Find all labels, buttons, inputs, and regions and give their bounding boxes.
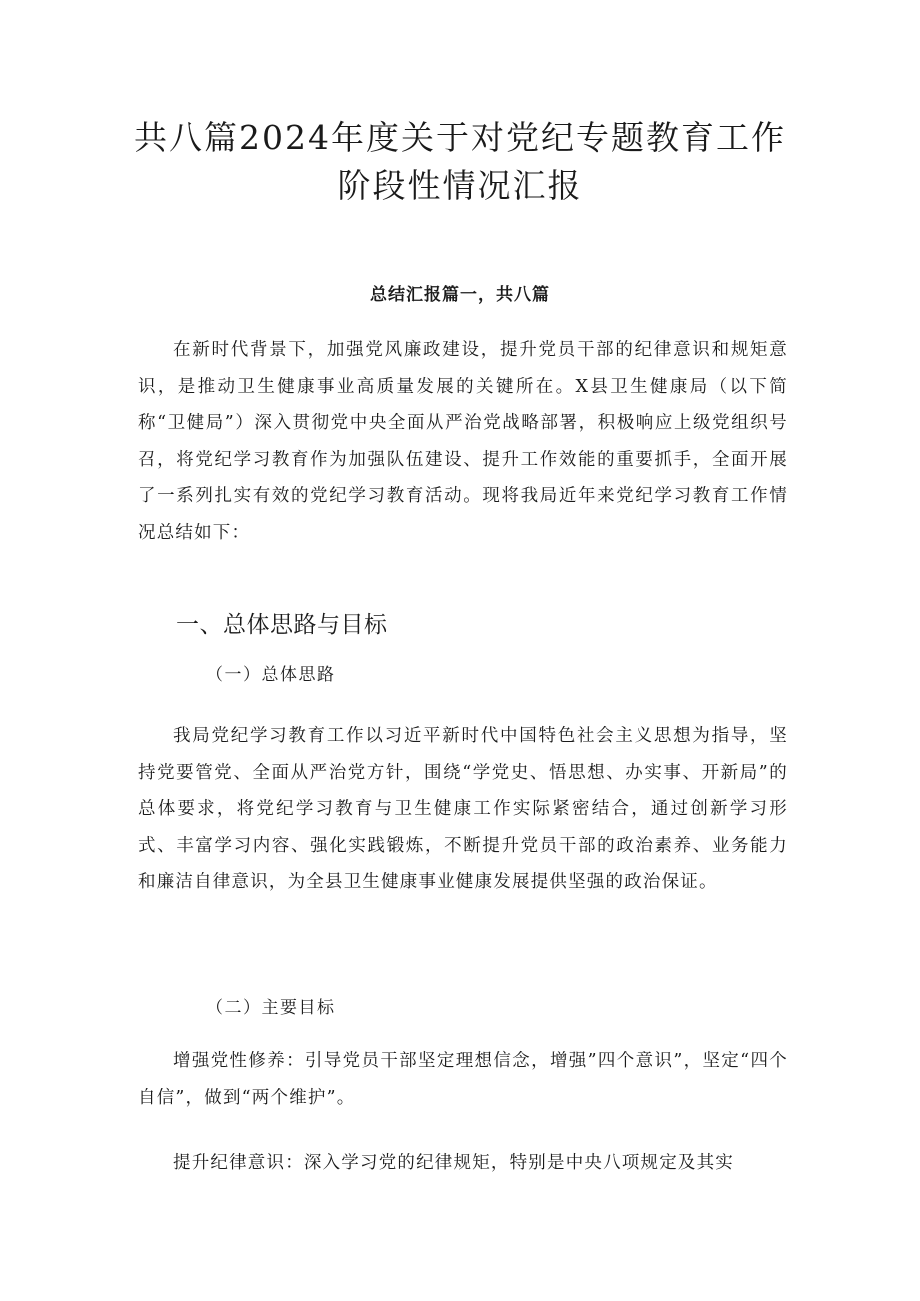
section-heading-overall-approach: 一、总体思路与目标 [176, 612, 388, 638]
document-subtitle: 总结汇报篇一，共八篇 [370, 285, 550, 305]
document-title-line2: 阶段性情况汇报 [337, 166, 583, 205]
subsection-heading-approach: （一）总体思路 [206, 665, 336, 685]
goal-party-spirit-paragraph: 增强党性修养：引导党员干部坚定理想信念，增强”四个意识”，坚定“四个自信”，做到“两个维护”。 [138, 1051, 788, 1108]
approach-paragraph: 我局党纪学习教育工作以习近平新时代中国特色社会主义思想为指导，坚持党要管党、全面从严治党方针，围绕“学党史、悟思想、办实事、开新局”的总体要求，将党纪学习教育与卫生健康工作实际紧密结合，通过创新学习形式、丰富学习内容、强化实践锻炼，不断提升党员干部的政治素养、业务能力和廉洁自律意识，为全县卫生健康事业健康发展提供坚强的政治保证。 [138, 726, 788, 892]
intro-paragraph: 在新时代背景下，加强党风廉政建设，提升党员干部的纪律意识和规矩意识，是推动卫生健康事业高质量发展的关键所在。X县卫生健康局（以下简称“卫健局”）深入贯彻党中央全面从严治党战略部署，积极响应上级党组织号召，将党纪学习教育作为加强队伍建设、提升工作效能的重要抓手，全面开展了一系列扎实有效的党纪学习教育活动。现将我局近年来党纪学习教育工作情况总结如下： [138, 340, 788, 543]
goal-discipline-paragraph: 提升纪律意识：深入学习党的纪律规矩，特别是中央八项规定及其实 [173, 1153, 734, 1173]
document-title-line1: 共八篇2024年度关于对党纪专题教育工作 [134, 118, 786, 157]
subsection-heading-goals: （二）主要目标 [206, 998, 336, 1018]
